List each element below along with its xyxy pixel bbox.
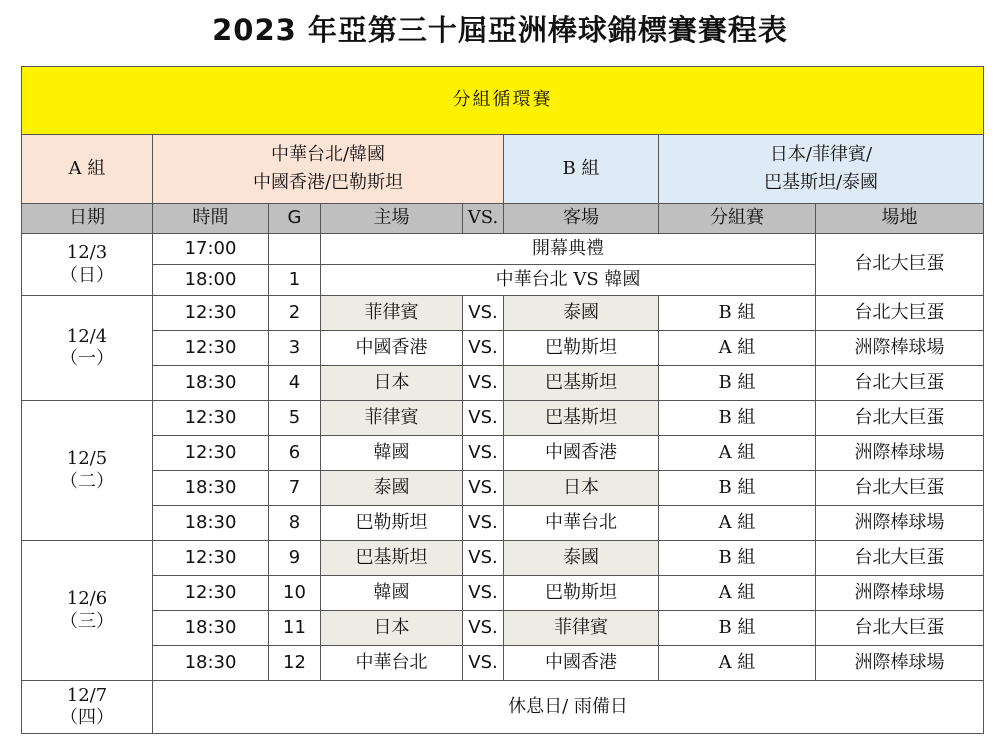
table-row	[22, 366, 984, 401]
table-row	[22, 296, 984, 331]
table-row	[22, 576, 984, 611]
game-cell: 12	[269, 646, 321, 681]
game-cell: 6	[269, 436, 321, 471]
group-cell: A 組	[659, 331, 816, 366]
table-row	[22, 436, 984, 471]
group-cell: A 組	[659, 576, 816, 611]
home-cell: 日本	[321, 366, 463, 401]
home-cell: 韓國	[321, 436, 463, 471]
away-cell: 泰國	[504, 296, 659, 331]
round-robin-banner: 分組循環賽	[22, 67, 984, 135]
venue-cell: 台北大巨蛋	[816, 366, 984, 401]
away-cell: 巴勒斯坦	[504, 331, 659, 366]
home-cell: 韓國	[321, 576, 463, 611]
time-cell: 12:30	[153, 331, 269, 366]
home-cell: 菲律賓	[321, 401, 463, 436]
header-date: 日期	[22, 204, 153, 234]
time-cell: 18:30	[153, 611, 269, 646]
header-row	[22, 204, 984, 234]
vs-cell: VS.	[463, 506, 504, 541]
group-cell: B 組	[659, 401, 816, 436]
banner-row	[22, 67, 984, 135]
date-text: 12/3	[66, 242, 108, 263]
vs-cell: VS.	[463, 366, 504, 401]
date-cell	[22, 296, 153, 401]
header-venue: 場地	[816, 204, 984, 234]
table-row	[22, 234, 984, 265]
time-cell: 18:30	[153, 366, 269, 401]
game-cell: 5	[269, 401, 321, 436]
time-cell: 12:30	[153, 401, 269, 436]
table-row	[22, 506, 984, 541]
group-cell: A 組	[659, 646, 816, 681]
time-cell: 12:30	[153, 436, 269, 471]
time-cell: 12:30	[153, 296, 269, 331]
game-cell: 10	[269, 576, 321, 611]
group-cell: B 組	[659, 296, 816, 331]
table-row	[22, 471, 984, 506]
time-cell: 18:30	[153, 506, 269, 541]
date-text: 12/6	[66, 588, 108, 609]
time-cell: 17:00	[153, 234, 269, 265]
header-vs: VS.	[463, 204, 504, 234]
vs-cell: VS.	[463, 611, 504, 646]
time-cell: 12:30	[153, 541, 269, 576]
game-cell: 3	[269, 331, 321, 366]
group-cell: B 組	[659, 471, 816, 506]
home-cell: 日本	[321, 611, 463, 646]
header-away: 客場	[504, 204, 659, 234]
venue-cell: 洲際棒球場	[816, 506, 984, 541]
table-row	[22, 611, 984, 646]
away-cell: 泰國	[504, 541, 659, 576]
header-group: 分組賽	[659, 204, 816, 234]
table-row	[22, 331, 984, 366]
vs-cell: VS.	[463, 576, 504, 611]
table-row	[22, 646, 984, 681]
weekday-text: （二）	[60, 470, 114, 492]
vs-cell: VS.	[463, 331, 504, 366]
game-cell: 1	[269, 265, 321, 296]
weekday-text: （三）	[60, 610, 114, 632]
game-cell: 7	[269, 471, 321, 506]
away-cell: 巴勒斯坦	[504, 576, 659, 611]
venue-cell: 洲際棒球場	[816, 646, 984, 681]
table-row	[22, 541, 984, 576]
group-cell: B 組	[659, 366, 816, 401]
group-cell: A 組	[659, 436, 816, 471]
weekday-text: （日）	[60, 264, 114, 286]
game-cell: 4	[269, 366, 321, 401]
vs-cell: VS.	[463, 436, 504, 471]
away-cell: 日本	[504, 471, 659, 506]
group-cell: B 組	[659, 611, 816, 646]
away-cell: 中國香港	[504, 436, 659, 471]
venue-cell: 台北大巨蛋	[816, 401, 984, 436]
opening-game: 中華台北 VS 韓國	[321, 265, 816, 296]
date-cell	[22, 541, 153, 681]
away-cell: 巴基斯坦	[504, 366, 659, 401]
schedule-table	[21, 66, 984, 734]
venue-cell: 台北大巨蛋	[816, 611, 984, 646]
group-b-teams-line1: 日本/菲律賓/	[769, 143, 873, 165]
game-cell	[269, 234, 321, 265]
home-cell: 巴勒斯坦	[321, 506, 463, 541]
vs-cell: VS.	[463, 296, 504, 331]
vs-cell: VS.	[463, 646, 504, 681]
vs-cell: VS.	[463, 471, 504, 506]
venue-cell: 洲際棒球場	[816, 576, 984, 611]
group-a-teams-line2: 中國香港/巴勒斯坦	[252, 172, 404, 193]
home-cell: 巴基斯坦	[321, 541, 463, 576]
vs-cell: VS.	[463, 541, 504, 576]
venue-cell: 台北大巨蛋	[816, 541, 984, 576]
home-cell: 中國香港	[321, 331, 463, 366]
date-text: 12/5	[66, 448, 108, 469]
date-text: 12/4	[66, 325, 108, 347]
group-cell: B 組	[659, 541, 816, 576]
venue-cell: 洲際棒球場	[816, 436, 984, 471]
header-time: 時間	[153, 204, 269, 234]
rest-day-cell: 休息日/ 雨備日	[153, 681, 984, 734]
group-a-teams-line1: 中華台北/韓國	[270, 143, 386, 165]
opening-ceremony: 開幕典禮	[321, 234, 816, 265]
home-cell: 菲律賓	[321, 296, 463, 331]
time-cell: 12:30	[153, 576, 269, 611]
game-cell: 11	[269, 611, 321, 646]
date-cell	[22, 401, 153, 541]
venue-cell: 台北大巨蛋	[816, 234, 984, 296]
vs-cell: VS.	[463, 401, 504, 436]
time-cell: 18:00	[153, 265, 269, 296]
away-cell: 巴基斯坦	[504, 401, 659, 436]
date-cell	[22, 234, 153, 296]
group-b-teams	[659, 135, 984, 204]
header-home: 主場	[321, 204, 463, 234]
venue-cell: 台北大巨蛋	[816, 296, 984, 331]
away-cell: 中華台北	[504, 506, 659, 541]
date-cell	[22, 681, 153, 734]
group-cell: A 組	[659, 506, 816, 541]
time-cell: 18:30	[153, 471, 269, 506]
table-row	[22, 401, 984, 436]
date-text: 12/7	[66, 685, 108, 707]
home-cell: 中華台北	[321, 646, 463, 681]
page-title: 2023 年亞第三十屆亞洲棒球錦標賽賽程表	[212, 13, 788, 47]
group-a-label: A 組	[22, 135, 153, 204]
game-cell: 9	[269, 541, 321, 576]
time-cell: 18:30	[153, 646, 269, 681]
group-b-label: B 組	[504, 135, 659, 204]
group-row	[22, 135, 984, 204]
away-cell: 菲律賓	[504, 611, 659, 646]
venue-cell: 洲際棒球場	[816, 331, 984, 366]
venue-cell: 台北大巨蛋	[816, 471, 984, 506]
group-a-teams	[153, 135, 504, 204]
table-row	[22, 681, 984, 734]
home-cell: 泰國	[321, 471, 463, 506]
game-cell: 8	[269, 506, 321, 541]
header-game: G	[269, 204, 321, 234]
game-cell: 2	[269, 296, 321, 331]
weekday-text: （一）	[60, 348, 114, 369]
away-cell: 中國香港	[504, 646, 659, 681]
group-b-teams-line2: 巴基斯坦/泰國	[763, 172, 879, 193]
weekday-text: （四）	[60, 707, 114, 728]
